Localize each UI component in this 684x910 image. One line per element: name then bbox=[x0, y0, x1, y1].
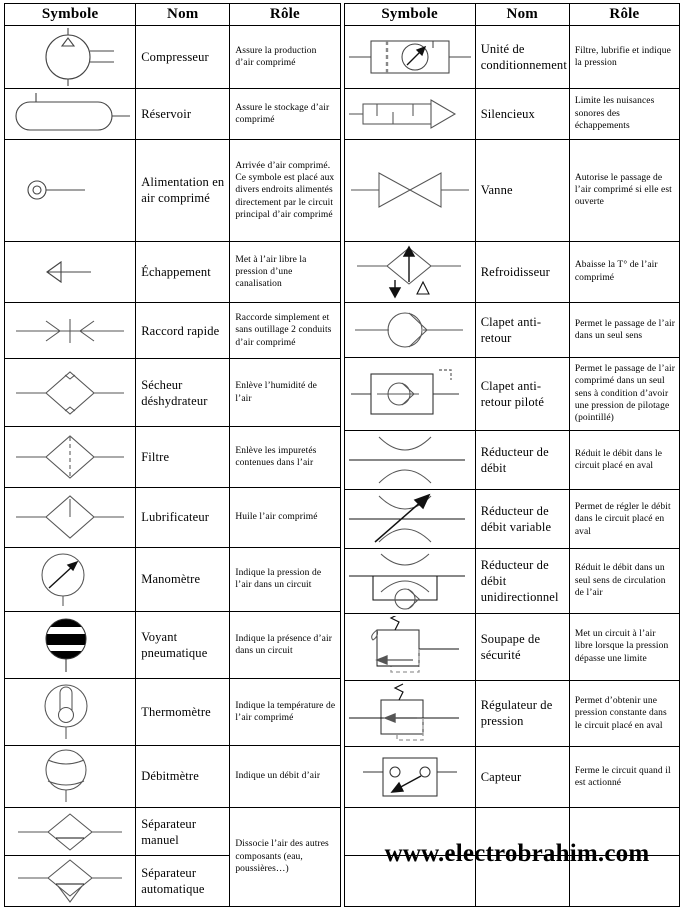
table-row bbox=[5, 26, 341, 89]
quick-coupling-symbol bbox=[5, 316, 135, 346]
valve-symbol bbox=[345, 163, 475, 217]
dryer-symbol bbox=[5, 365, 135, 421]
role-cell-merged: Dissocie l’air des autres composants (eau, poussières…) bbox=[230, 807, 340, 906]
sensor-symbol bbox=[345, 750, 475, 804]
table-row bbox=[344, 430, 680, 490]
name-cell: Réducteur de débit bbox=[475, 430, 569, 490]
filter-symbol bbox=[5, 429, 135, 485]
name-cell: Raccord rapide bbox=[136, 303, 230, 359]
table-header-row bbox=[344, 4, 680, 26]
symbol-cell bbox=[5, 487, 136, 547]
conditioning-unit-symbol bbox=[345, 29, 475, 85]
silencer-symbol bbox=[345, 92, 475, 136]
table-row bbox=[5, 427, 341, 487]
header-nom-left: Nom bbox=[136, 4, 230, 26]
role-cell: Abaisse la T° de l’air comprimé bbox=[569, 241, 679, 302]
symbols-table-left bbox=[4, 3, 341, 907]
role-cell: Huile l’air comprimé bbox=[230, 487, 340, 547]
name-cell: Clapet anti-retour piloté bbox=[475, 358, 569, 430]
symbol-cell bbox=[5, 611, 136, 678]
name-cell: Échappement bbox=[136, 242, 230, 303]
name-cell: Compresseur bbox=[136, 26, 230, 89]
safety-valve-symbol bbox=[345, 616, 475, 678]
table-header-row bbox=[5, 4, 341, 26]
symbol-cell bbox=[5, 807, 136, 855]
symbol-cell bbox=[344, 430, 475, 490]
role-cell: Indique la température de l’air comprimé bbox=[230, 679, 340, 745]
table-row bbox=[344, 680, 680, 746]
thermometer-symbol bbox=[5, 682, 135, 742]
name-cell: Débitmètre bbox=[136, 745, 230, 807]
name-cell: Voyant pneumatique bbox=[136, 611, 230, 678]
name-cell: Silencieux bbox=[475, 89, 569, 139]
name-cell: Réducteur de débit variable bbox=[475, 490, 569, 549]
symbol-cell bbox=[344, 26, 475, 89]
role-cell: Permet le passage de l’air comprimé dans un seul sens à condition d’avoir une pression de pilotage (pointillé) bbox=[569, 358, 679, 430]
symbol-cell bbox=[344, 680, 475, 746]
piloted-check-valve-symbol bbox=[345, 364, 475, 424]
variable-flow-restrictor-symbol bbox=[345, 492, 475, 546]
table-row bbox=[5, 547, 341, 611]
symbol-cell bbox=[5, 427, 136, 487]
name-cell: Soupape de sécurité bbox=[475, 613, 569, 680]
header-role-right: Rôle bbox=[569, 4, 679, 26]
compressor-symbol bbox=[5, 28, 135, 86]
name-cell: Sécheur déshydrateur bbox=[136, 358, 230, 426]
symbol-cell bbox=[344, 139, 475, 241]
header-symbole-right: Symbole bbox=[344, 4, 475, 26]
header-nom-right: Nom bbox=[475, 4, 569, 26]
check-valve-symbol bbox=[345, 306, 475, 354]
manual-separator-symbol bbox=[5, 810, 135, 854]
table-row bbox=[344, 241, 680, 302]
role-cell: Assure la production d’air comprimé bbox=[230, 26, 340, 89]
table-row bbox=[344, 302, 680, 358]
reservoir-symbol bbox=[5, 91, 135, 137]
table-row bbox=[344, 89, 680, 139]
table-row bbox=[5, 679, 341, 745]
symbol-cell bbox=[344, 549, 475, 613]
role-cell: Indique la pression de l’air dans un circuit bbox=[230, 547, 340, 611]
table-row bbox=[344, 26, 680, 89]
table-row bbox=[5, 242, 341, 303]
symbol-cell bbox=[344, 613, 475, 680]
role-cell: Réduit le débit dans le circuit placé en aval bbox=[569, 430, 679, 490]
name-cell: Régulateur de pression bbox=[475, 680, 569, 746]
role-cell: Indique un débit d’air bbox=[230, 745, 340, 807]
role-cell: Permet d’obtenir une pression constante dans le circuit placé en aval bbox=[569, 680, 679, 746]
symbol-cell bbox=[344, 490, 475, 549]
table-row bbox=[344, 139, 680, 241]
name-cell: Alimentation en air comprimé bbox=[136, 139, 230, 241]
table-row bbox=[344, 549, 680, 613]
name-cell: Refroidisseur bbox=[475, 241, 569, 302]
role-cell: Permet le passage de l’air dans un seul sens bbox=[569, 302, 679, 358]
symbol-cell bbox=[5, 242, 136, 303]
name-cell: Réservoir bbox=[136, 89, 230, 140]
symbols-table-right bbox=[344, 3, 681, 907]
role-cell: Autorise le passage de l’air comprimé si elle est ouverte bbox=[569, 139, 679, 241]
name-cell: Unité de conditionnement bbox=[475, 26, 569, 89]
table-row bbox=[5, 611, 341, 678]
symbol-cell bbox=[344, 241, 475, 302]
tables-container bbox=[4, 3, 680, 907]
role-cell: Met un circuit à l’air libre lorsque la pression dépasse une limite bbox=[569, 613, 679, 680]
name-cell: Vanne bbox=[475, 139, 569, 241]
manometer-symbol bbox=[5, 550, 135, 608]
role-cell: Met à l’air libre la pression d’une canalisation bbox=[230, 242, 340, 303]
table-row bbox=[5, 303, 341, 359]
air-supply-symbol bbox=[5, 175, 135, 205]
name-cell: Clapet anti-retour bbox=[475, 302, 569, 358]
name-cell: Séparateur automatique bbox=[136, 856, 230, 907]
symbol-cell bbox=[5, 856, 136, 907]
automatic-separator-symbol bbox=[5, 858, 135, 904]
pneumatic-indicator-symbol bbox=[5, 615, 135, 675]
role-cell: Raccorde simplement et sans outillage 2 conduits d’air comprimé bbox=[230, 303, 340, 359]
header-role-left: Rôle bbox=[230, 4, 340, 26]
lubricator-symbol bbox=[5, 489, 135, 545]
header-symbole-left: Symbole bbox=[5, 4, 136, 26]
role-cell: Limite les nuisances sonores des échappements bbox=[569, 89, 679, 139]
symbol-cell bbox=[5, 26, 136, 89]
symbol-cell bbox=[344, 89, 475, 139]
name-cell: Filtre bbox=[136, 427, 230, 487]
name-cell: Thermomètre bbox=[136, 679, 230, 745]
symbol-cell bbox=[5, 547, 136, 611]
role-cell: Ferme le circuit quand il est actionné bbox=[569, 747, 679, 808]
table-row bbox=[344, 747, 680, 808]
table-row bbox=[344, 490, 680, 549]
cooler-symbol bbox=[345, 244, 475, 300]
name-cell: Lubrificateur bbox=[136, 487, 230, 547]
role-cell: Enlève les impuretés contenues dans l’air bbox=[230, 427, 340, 487]
symbol-cell bbox=[5, 358, 136, 426]
flowmeter-symbol bbox=[5, 747, 135, 805]
table-row bbox=[5, 487, 341, 547]
role-cell: Enlève l’humidité de l’air bbox=[230, 358, 340, 426]
symbol-cell bbox=[5, 139, 136, 241]
table-row bbox=[344, 613, 680, 680]
name-cell: Séparateur manuel bbox=[136, 807, 230, 855]
role-cell: Indique la présence d’air dans un circuit bbox=[230, 611, 340, 678]
symbol-cell bbox=[5, 303, 136, 359]
unidirectional-flow-restrictor-symbol bbox=[345, 552, 475, 610]
role-cell: Réduit le débit dans un seul sens de circulation de l’air bbox=[569, 549, 679, 613]
table-row bbox=[5, 89, 341, 140]
role-cell: Arrivée d’air comprimé. Ce symbole est placé aux divers endroits alimentés directement par le circuit principal d’air comprimé bbox=[230, 139, 340, 241]
watermark-text: www.electrobrahim.com bbox=[384, 840, 650, 867]
table-row bbox=[5, 745, 341, 807]
role-cell: Filtre, lubrifie et indique la pression bbox=[569, 26, 679, 89]
pressure-regulator-symbol bbox=[345, 682, 475, 744]
name-cell: Manomètre bbox=[136, 547, 230, 611]
role-cell: Permet de régler le débit dans le circuit placé en aval bbox=[569, 490, 679, 549]
flow-restrictor-symbol bbox=[345, 433, 475, 487]
symbol-cell bbox=[344, 747, 475, 808]
table-row bbox=[344, 358, 680, 430]
symbol-cell bbox=[344, 302, 475, 358]
symbol-cell bbox=[5, 745, 136, 807]
role-cell: Assure le stockage d’air comprimé bbox=[230, 89, 340, 140]
symbol-cell bbox=[5, 679, 136, 745]
exhaust-symbol bbox=[5, 256, 135, 288]
table-row bbox=[5, 807, 341, 855]
symbol-cell bbox=[344, 358, 475, 430]
name-cell: Capteur bbox=[475, 747, 569, 808]
table-row bbox=[5, 358, 341, 426]
name-cell: Réducteur de débit unidirectionnel bbox=[475, 549, 569, 613]
table-row bbox=[5, 139, 341, 241]
symbol-cell bbox=[5, 89, 136, 140]
